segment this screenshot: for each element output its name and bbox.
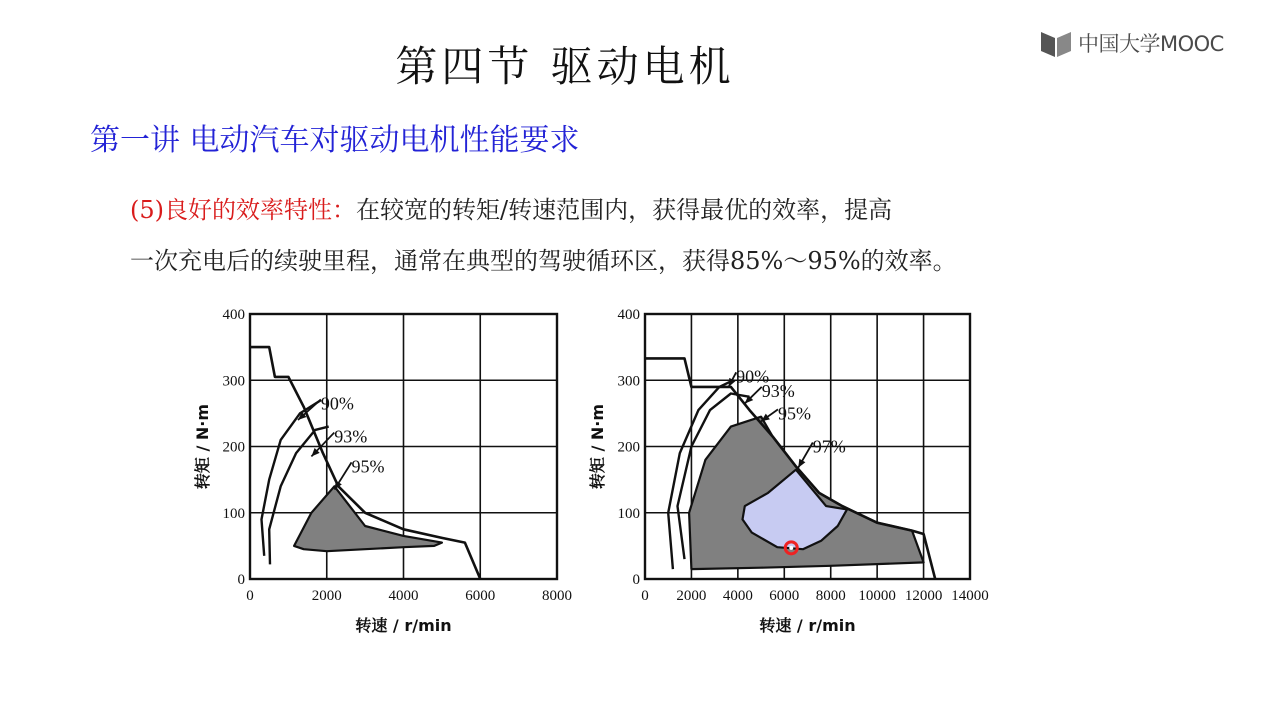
y-tick-label: 400 [617, 307, 640, 323]
efficiency-label: 97% [812, 436, 846, 457]
efficiency-label: 93% [761, 380, 795, 401]
y-tick-label: 300 [222, 373, 245, 390]
efficiency-label: 93% [334, 426, 368, 447]
y-axis-label: 转矩 / N·m [588, 403, 607, 490]
y-tick-label: 0 [632, 572, 640, 588]
x-tick-label: 8000 [542, 588, 572, 604]
x-tick-label: 0 [641, 588, 649, 604]
y-tick-label: 200 [617, 439, 640, 456]
x-tick-label: 4000 [388, 588, 419, 604]
main-title: 第四节 驱动电机 [395, 42, 735, 91]
x-tick-label: 0 [246, 588, 254, 604]
x-tick-label: 12000 [904, 588, 943, 604]
x-axis-label: 转速 / r/min [355, 616, 452, 635]
y-tick-label: 400 [222, 307, 245, 323]
y-tick-label: 100 [222, 505, 245, 522]
section-title: 第一讲 电动汽车对驱动电机性能要求 [90, 123, 580, 158]
x-tick-label: 8000 [815, 588, 846, 604]
efficiency-label: 95% [777, 403, 811, 424]
y-tick-label: 100 [617, 505, 640, 522]
x-tick-label: 6000 [769, 588, 800, 604]
logo-text: 中国大学MOOC [1078, 32, 1224, 56]
paragraph-line2: 一次充电后的续驶里程，通常在典型的驾驶循环区，获得85%～95%的效率。 [130, 247, 957, 275]
paragraph-line1: 在较宽的转矩/转速范围内，获得最优的效率，提高 [356, 196, 893, 224]
efficiency-label: 90% [736, 366, 770, 387]
x-tick-label: 14000 [951, 588, 989, 604]
y-tick-label: 0 [237, 572, 245, 588]
efficiency-label: 90% [320, 393, 354, 414]
efficiency-label: 95% [351, 456, 385, 477]
operating-point-center [789, 546, 793, 550]
y-tick-label: 200 [222, 439, 245, 456]
x-tick-label: 2000 [311, 588, 342, 604]
x-tick-label: 2000 [676, 588, 707, 604]
y-tick-label: 300 [617, 373, 640, 390]
paragraph-highlight: (5)良好的效率特性： [130, 196, 356, 224]
x-tick-label: 6000 [465, 588, 496, 604]
y-axis-label: 转矩 / N·m [193, 403, 212, 490]
x-tick-label: 10000 [858, 588, 896, 604]
x-tick-label: 4000 [722, 588, 753, 604]
x-axis-label: 转速 / r/min [759, 616, 856, 635]
